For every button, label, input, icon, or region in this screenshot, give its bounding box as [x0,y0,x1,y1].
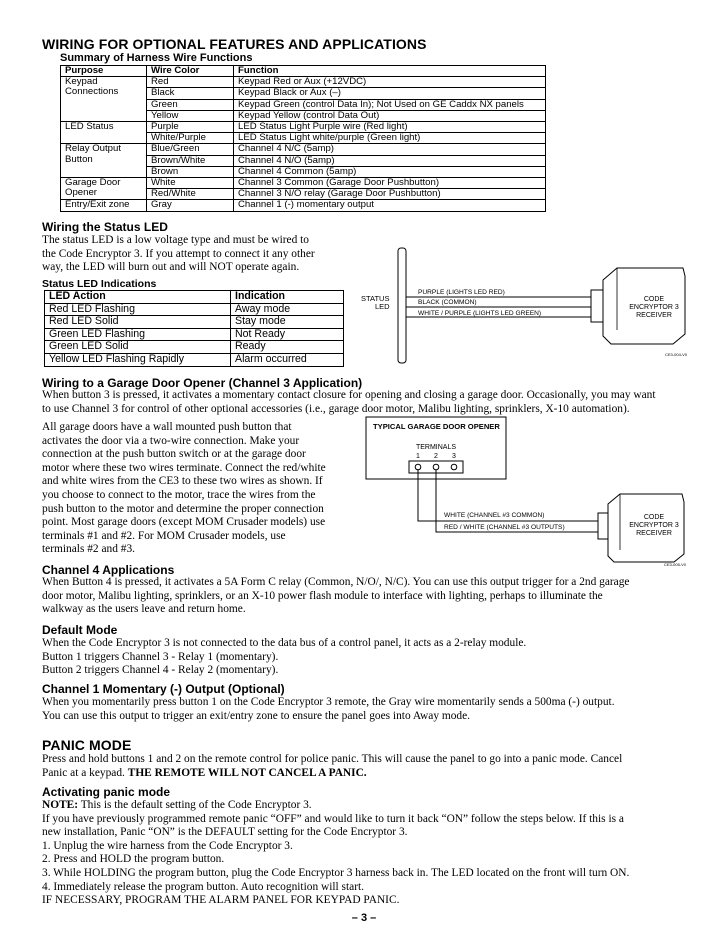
purpose-text: Garage Door [65,177,121,189]
text-line: Button 1 triggers Channel 3 - Relay 1 (momentary). [42,650,279,663]
header-function: Function [234,66,546,77]
text-line: terminals #2 and #3. [42,543,136,556]
text-line: the Code Encryptor 3. If you attempt to connect it any other [42,247,315,260]
receiver-label: CODE [643,296,665,303]
led-row [45,353,344,366]
led-row [45,316,344,329]
wire-color-cell: White/Purple [147,133,234,144]
harness-row [61,122,546,133]
text-line: When button 3 is pressed, it activates a momentary contact closure for opening and closing a garage door. Occasionally, you may want [42,389,656,401]
panic-heading: PANIC MODE [42,737,132,753]
ch4-text [42,576,629,617]
led-action-cell: Yellow LED Flashing Rapidly [45,353,231,366]
text-line [42,767,622,781]
status-led-text [42,234,315,275]
led-action-cell: Red LED Solid [45,316,231,329]
text-line: terminals #1 and #2. For MOM Crusader models, use [42,529,286,542]
header-purpose: Purpose [61,66,147,77]
text-line: to use Channel 3 for control of other optional accessories (i.e., garage door motor, Malibu lighting, sprinklers, X-10 automation). [42,402,630,415]
led-header-row [45,291,344,304]
text-line: way, the LED will burn out and will NOT operate again. [42,261,300,274]
text-line: new installation, Panic “ON” is the DEFAULT setting for the Code Encryptor 3. [42,826,408,839]
default-mode-heading: Default Mode [42,623,118,637]
function-cell: Keypad Red or Aux (+12VDC) [234,77,546,88]
harness-header-row [61,66,546,77]
led-indications-heading: Status LED Indications [42,278,157,290]
wire-color-cell: Red [147,77,234,88]
purpose-text: Button [65,153,93,165]
indication-cell: Away mode [231,303,344,316]
purpose-text: Keypad [65,76,98,88]
status-led-heading: Wiring the Status LED [42,220,168,234]
receiver-label: RECEIVER [636,312,672,319]
garage-heading: Wiring to a Garage Door Opener (Channel 3 Application) [42,376,363,390]
text-line: When you momentarily press button 1 on the Code Encryptor 3 remote, the Gray wire momentarily sends a 500ma (-) output. [42,696,615,708]
function-cell: Channel 4 Common (5amp) [234,166,546,177]
purpose-text: Entry/Exit zone [65,199,130,211]
harness-row [61,178,546,189]
ch1-text [42,696,615,723]
indication-cell: Stay mode [231,316,344,329]
text-span: Panic at a keypad. [42,766,128,779]
function-cell: Channel 4 N/C (5amp) [234,144,546,155]
text-line: push button to the motor and determine the proper connection [42,502,324,515]
wire-color-cell: Purple [147,122,234,133]
text-line: motor where these two wires terminate. Connect the red/white [42,461,326,474]
text-line [42,799,629,813]
purpose-text: Opener [65,187,97,199]
led-row [45,328,344,341]
status-led-diagram [355,246,695,366]
wire-label: WHITE / PURPLE (LIGHTS LED GREEN) [418,310,542,317]
wall-plate [398,248,406,363]
function-cell: LED Status Light Purple wire (Red light) [234,122,546,133]
led-row [45,303,344,316]
function-cell: LED Status Light white/purple (Green light) [234,133,546,144]
wire-label: WHITE (CHANNEL #3 COMMON) [444,512,545,519]
note-label: NOTE: [42,799,79,811]
wire-color-cell: Gray [147,200,234,211]
text-line: door motor, Malibu lighting, sprinklers, or an X-10 power flash module to interface with lighting, perhaps to illuminate the [42,589,603,602]
led-action-cell: Red LED Flashing [45,303,231,316]
text-line: IF NECESSARY, PROGRAM THE ALARM PANEL FOR KEYPAD PANIC. [42,894,400,907]
wire-color-cell: Yellow [147,110,234,121]
default-mode-text [42,637,526,678]
led-indications-table [44,290,344,367]
purpose-cell [61,200,147,211]
text-line: activates the door via a two-wire connection. Make your [42,434,300,447]
header-indication: Indication [231,291,344,304]
indication-cell: Not Ready [231,328,344,341]
text-line: 4. Immediately release the program button. Auto recognition will start. [42,880,365,893]
page-title: WIRING FOR OPTIONAL FEATURES AND APPLICATIONS [42,36,427,52]
terminal-screw [451,464,457,470]
page-number: – 3 – [351,912,377,924]
text-line: When Button 4 is pressed, it activates a 5A Form C relay (Common, N/O/, N/C). You can use this output trigger for a 2nd garage [42,576,630,588]
indication-cell: Alarm occurred [231,353,344,366]
wire-color-cell: Brown [147,166,234,177]
purpose-text: LED Status [65,121,114,133]
wire-label: BLACK (COMMON) [418,299,477,306]
text-line: connection at the push button switch or at the garage door [42,448,306,461]
text-line: you choose to connect to the motor, trace the wires from the [42,488,316,501]
terminals-label: TERMINALS [415,444,457,451]
receiver-label: ENCRYPTOR 3 [629,304,679,311]
function-cell: Channel 3 Common (Garage Door Pushbutton) [234,178,546,189]
purpose-cell [61,178,147,200]
wire-color-cell: Green [147,99,234,110]
terminal-number: 1 [416,453,420,460]
wire-color-cell: Black [147,88,234,99]
wire-color-cell: Brown/White [147,155,234,166]
panic-text [42,753,622,780]
harness-table [60,65,546,212]
text-line: When the Code Encryptor 3 is not connected to the data bus of a control panel, it acts as a 2-relay module. [42,637,527,649]
wire-label: RED / WHITE (CHANNEL #3 OUTPUTS) [444,524,565,531]
harness-heading: Summary of Harness Wire Functions [60,52,253,64]
harness-row [61,200,546,211]
terminal-screw [415,464,421,470]
text-line: Button 2 triggers Channel 4 - Relay 2 (momentary). [42,664,279,677]
text-line: 3. While HOLDING the program button, plug the Code Encryptor 3 harness back in. The LED located on the front will turn ON. [42,866,630,879]
text-line: If you have previously programmed remote panic “OFF” and would like to turn it back “ON” follow the steps below. If this is a [42,812,624,825]
purpose-text: Connections [65,86,119,98]
text-line: 1. Unplug the wire harness from the Code Encryptor 3. [42,839,293,852]
garage-diagram [362,414,692,569]
harness-connector [591,290,603,322]
status-led-label: LED [375,302,390,311]
wire-color-cell: Blue/Green [147,144,234,155]
figure-id: CE3-005-V0 [664,562,687,567]
function-cell: Keypad Black or Aux (–) [234,88,546,99]
text-line: and white wires from the CE3 to these two wires as shown. If [42,475,323,488]
harness-connector [598,513,608,539]
wire-color-cell: Red/White [147,189,234,200]
terminal-number: 3 [452,453,456,460]
function-cell: Channel 1 (-) momentary output [234,200,546,211]
receiver-label: RECEIVER [636,530,672,537]
text-line: All garage doors have a wall mounted push button that [42,421,292,433]
harness-row [61,144,546,155]
purpose-text: Relay Output [65,143,121,155]
terminal-number: 2 [434,453,438,460]
note-text: This is the default setting of the Code Encryptor 3. [78,799,312,811]
text-line: You can use this output to trigger an exit/entry zone to ensure the panel goes into Away mode. [42,709,471,722]
led-action-cell: Green LED Flashing [45,328,231,341]
purpose-cell [61,122,147,144]
indication-cell: Ready [231,341,344,354]
function-cell: Channel 3 N/O relay (Garage Door Pushbutton) [234,189,546,200]
led-row [45,341,344,354]
garage-opener-title: TYPICAL GARAGE DOOR OPENER [373,422,500,431]
purpose-cell [61,144,147,178]
receiver-label: ENCRYPTOR 3 [629,522,679,529]
figure-id: CE3-004-V0 [665,352,688,357]
ch1-heading: Channel 1 Momentary (-) Output (Optional) [42,682,285,696]
led-action-cell: Green LED Solid [45,341,231,354]
text-line: walkway as the users leave and return home. [42,603,246,616]
text-line: 2. Press and HOLD the program button. [42,853,225,866]
purpose-cell [61,77,147,122]
receiver-label: CODE [643,514,665,521]
terminal-screw [433,464,439,470]
text-line: point. Most garage doors (except MOM Crusader models) use [42,516,326,529]
status-led-label: STATUS [361,294,390,303]
wire-label: PURPLE (LIGHTS LED RED) [418,289,505,296]
activating-text [42,799,629,908]
function-cell: Channel 4 N/O (5amp) [234,155,546,166]
harness-row [61,77,546,88]
text-line: Press and hold buttons 1 and 2 on the remote control for police panic. This will cause the panel to go into a panic mode. Cancel [42,753,623,765]
panic-warning: THE REMOTE WILL NOT CANCEL A PANIC. [127,766,367,779]
garage-intro [42,389,656,416]
garage-body [42,421,326,557]
header-led-action: LED Action [45,291,231,304]
activating-heading: Activating panic mode [42,785,171,799]
header-wire-color: Wire Color [147,66,234,77]
function-cell: Keypad Yellow (control Data Out) [234,110,546,121]
wire-color-cell: White [147,178,234,189]
function-cell: Keypad Green (control Data In); Not Used on GE Caddx NX panels [234,99,546,110]
ch4-heading: Channel 4 Applications [42,563,175,577]
text-line: The status LED is a low voltage type and must be wired to [42,234,309,246]
